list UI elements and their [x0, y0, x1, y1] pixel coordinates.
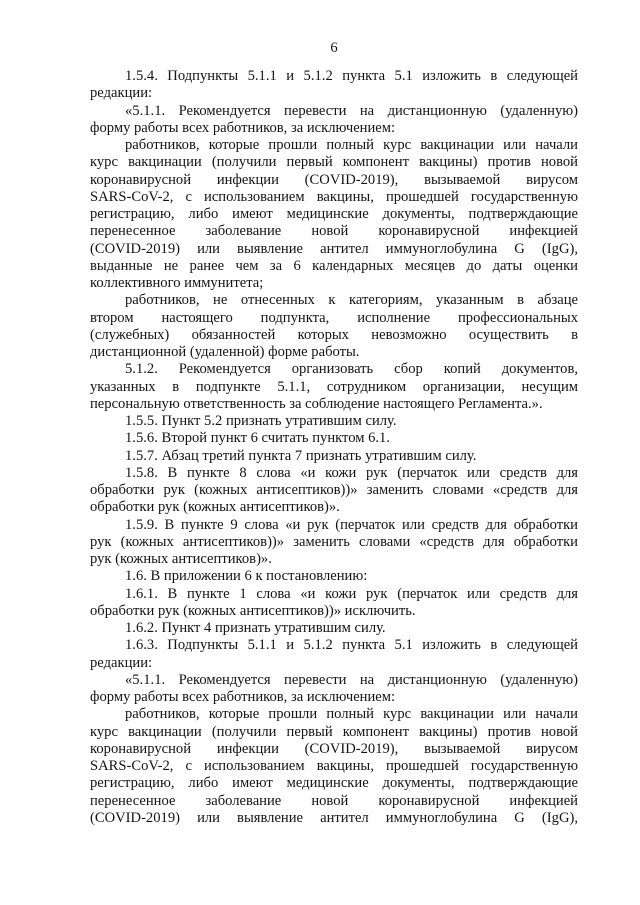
text-line: 1.5.4. Подпункты 5.1.1 и 5.1.2 пункта 5.1 изложить в следующей — [125, 68, 578, 84]
text-line: форму работы всех работников, за исключением: — [90, 689, 396, 705]
text-line: 1.5.7. Абзац третий пункта 7 признать утратившим силу. — [125, 447, 477, 464]
text-line: персональную ответственность за соблюдение настоящего Регламента.». — [90, 395, 543, 412]
text-line: работников, не отнесенных к категориям, указанным в абзаце — [125, 292, 578, 309]
text-line: работников, которые прошли полный курс вакцинации или начали — [125, 706, 578, 723]
text-line: регистрацию, либо имеют медицинские документы, подтверждающие — [90, 206, 578, 222]
text-line: SARS-CoV-2, с использованием вакцины, прошедшей государственную — [90, 188, 578, 205]
text-line: перенесенное заболевание новой коронавирусной инфекцией — [90, 792, 578, 809]
text-line: форму работы всех работников, за исключением: — [90, 119, 396, 136]
text-line: (служебных) обязанностей которых невозможно осуществить в — [90, 326, 578, 343]
text-line: 1.6.2. Пункт 4 признать утратившим силу. — [125, 620, 386, 636]
text-line: редакции: — [90, 85, 153, 102]
text-line: «5.1.1. Рекомендуется перевести на дистанционную (удаленную) — [125, 102, 578, 119]
text-line: «5.1.1. Рекомендуется перевести на дистанционную (удаленную) — [125, 671, 578, 688]
text-line: 1.6.1. В пункте 1 слова «и кожи рук (перчаток или средств для — [125, 585, 578, 602]
text-line: дистанционной (удаленной) форме работы. — [90, 344, 360, 360]
text-line: обработки рук (кожных антисептиков)». — [90, 499, 340, 516]
page-number: 6 — [330, 40, 338, 56]
text-line: коронавирусной инфекции (COVID-2019), вызываемой вирусом — [90, 740, 578, 757]
text-line: коллективного иммунитета; — [90, 275, 264, 291]
text-line: указанных в подпункте 5.1.1, сотрудником организации, несущим — [90, 378, 578, 395]
text-line: выданные не ранее чем за 6 календарных месяцев до даты оценки — [90, 257, 578, 274]
text-line: обработки рук (кожных антисептиков))» заменить словами «средств для — [90, 482, 578, 498]
text-line: рук (кожных антисептиков))» заменить словами «средств для обработки — [90, 533, 578, 550]
text-line: редакции: — [90, 654, 153, 671]
text-line: коронавирусной инфекции (COVID-2019), вызываемой вирусом — [90, 171, 578, 188]
text-line: регистрацию, либо имеют медицинские документы, подтверждающие — [90, 775, 578, 792]
text-line: втором настоящего подпункта, исполнение профессиональных — [90, 309, 578, 326]
text-line: 1.5.6. Второй пункт 6 считать пунктом 6.1. — [125, 430, 391, 447]
document-body — [90, 68, 578, 827]
text-line: 1.6. В приложении 6 к постановлению: — [125, 568, 368, 585]
text-line: 5.1.2. Рекомендуется организовать сбор копий документов, — [125, 361, 578, 378]
text-line: курс вакцинации (получили первый компонент вакцины) против новой — [90, 154, 578, 171]
text-line: (COVID-2019) или выявление антител иммуноглобулина G (IgG), — [90, 240, 578, 257]
text-line: SARS-CoV-2, с использованием вакцины, прошедшей государственную — [90, 758, 578, 774]
text-line: (COVID-2019) или выявление антител иммуноглобулина G (IgG), — [90, 809, 578, 826]
text-line: курс вакцинации (получили первый компонент вакцины) против новой — [90, 723, 578, 740]
text-line: работников, которые прошли полный курс вакцинации или начали — [125, 137, 578, 153]
text-line: рук (кожных антисептиков)». — [90, 551, 272, 567]
text-line: 1.5.9. В пункте 9 слова «и рук (перчаток или средств для обработки — [125, 516, 578, 533]
text-line: перенесенное заболевание новой коронавирусной инфекцией — [90, 223, 578, 240]
text-line: обработки рук (кожных антисептиков))» исключить. — [90, 602, 416, 619]
text-line: 1.6.3. Подпункты 5.1.1 и 5.1.2 пункта 5.1 изложить в следующей — [125, 637, 578, 654]
text-line: 1.5.8. В пункте 8 слова «и кожи рук (перчаток или средств для — [125, 464, 578, 481]
text-line: 1.5.5. Пункт 5.2 признать утратившим силу. — [125, 413, 397, 429]
